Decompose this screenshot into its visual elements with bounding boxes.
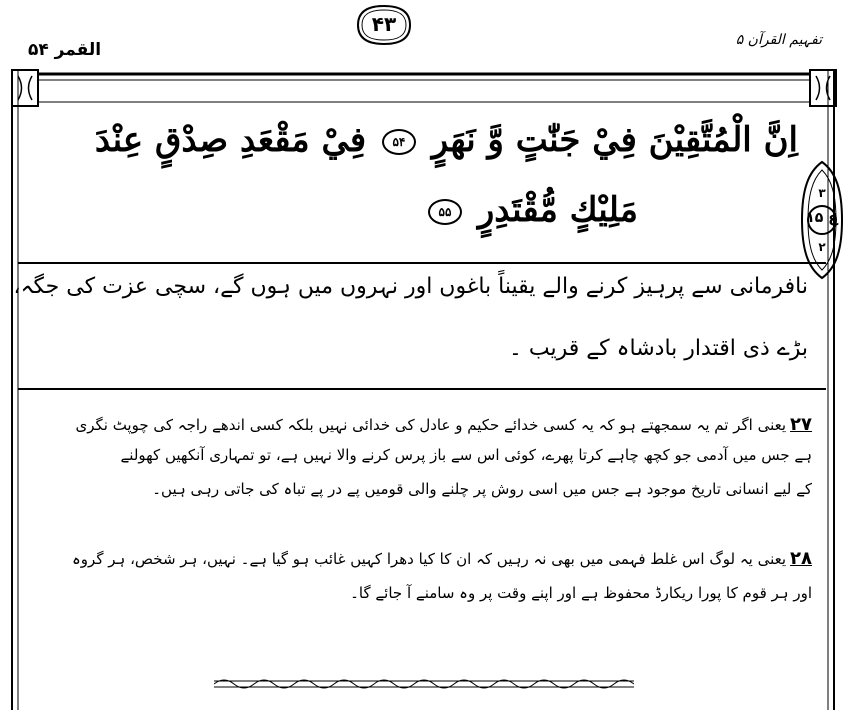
book-title-header: تفہیم القرآن ۵ (735, 32, 822, 48)
ayah-number: ۵۴ (382, 129, 416, 155)
marker-mid: ع ۱۵ (806, 210, 838, 226)
ruku-marker (796, 160, 848, 280)
footnote-text: یعنی اگر تم یہ سمجھتے ہو کہ یہ کسی خدائے حکیم و عادل کی خدائی نہیں بلکہ کسی اندھے راجہ کی چوپٹ نگری (75, 416, 787, 434)
footnote-line: اور ہر قوم کا پورا ریکارڈ محفوظ ہے اور اپنے وقت پر وہ سامنے آ جائے گا۔ (350, 584, 812, 602)
verse-text: مَلِيْكٍ مُّقْتَدِرٍ (477, 190, 638, 230)
footnote-number: ۲۸ (790, 548, 812, 569)
footnote-number: ۲۷ (790, 414, 812, 435)
verse-text: فِيْ مَقْعَدِ صِدْقٍ عِنْدَ (94, 120, 367, 160)
marker-bottom: ۲ (818, 240, 826, 254)
verse-line (38, 120, 798, 160)
translation-line: نافرمانی سے پرہیز کرنے والے یقیناً باغوں اور نہروں میں ہوں گے، سچی عزت کی جگہ، (13, 274, 808, 299)
translation-line: بڑے ذی اقتدار بادشاہ کے قریب ۔ (509, 336, 808, 361)
surah-header: القمر ۵۴ (28, 40, 102, 60)
divider-rule (18, 262, 826, 264)
footnote-line (32, 548, 812, 569)
ornamental-divider (214, 674, 634, 694)
verse-line (38, 190, 638, 230)
footnote-text: یعنی یہ لوگ اس غلط فہمی میں بھی نہ رہیں کہ ان کا کیا دھرا کہیں غائب ہو گیا ہے۔ نہیں، ہر شخص، ہر گروہ (72, 550, 787, 568)
frame-top-border (8, 68, 840, 108)
frame-left-border (8, 70, 22, 710)
page-number-badge (352, 2, 416, 48)
marker-top: ۳ (818, 186, 826, 200)
ayah-number: ۵۵ (428, 199, 462, 225)
divider-rule (18, 388, 826, 390)
footnote-line: ہے جس میں آدمی جو کچھ چاہے کرتا پھرے، کوئی اس سے باز پرس کرنے والا نہیں ہے، تو تمہاری آنکھیں کھولنے (120, 446, 812, 464)
verse-text: اِنَّ الْمُتَّقِيْنَ فِيْ جَنّٰتٍ وَّ نَهَرٍ (431, 120, 798, 160)
page-number: ۴۳ (371, 12, 397, 36)
footnote-line (32, 414, 812, 435)
footnote-line: کے لیے انسانی تاریخ موجود ہے جس میں اسی روش پر چلنے والی قومیں پے در پے تباہ کی جاتی رہی ہیں۔ (152, 480, 812, 498)
